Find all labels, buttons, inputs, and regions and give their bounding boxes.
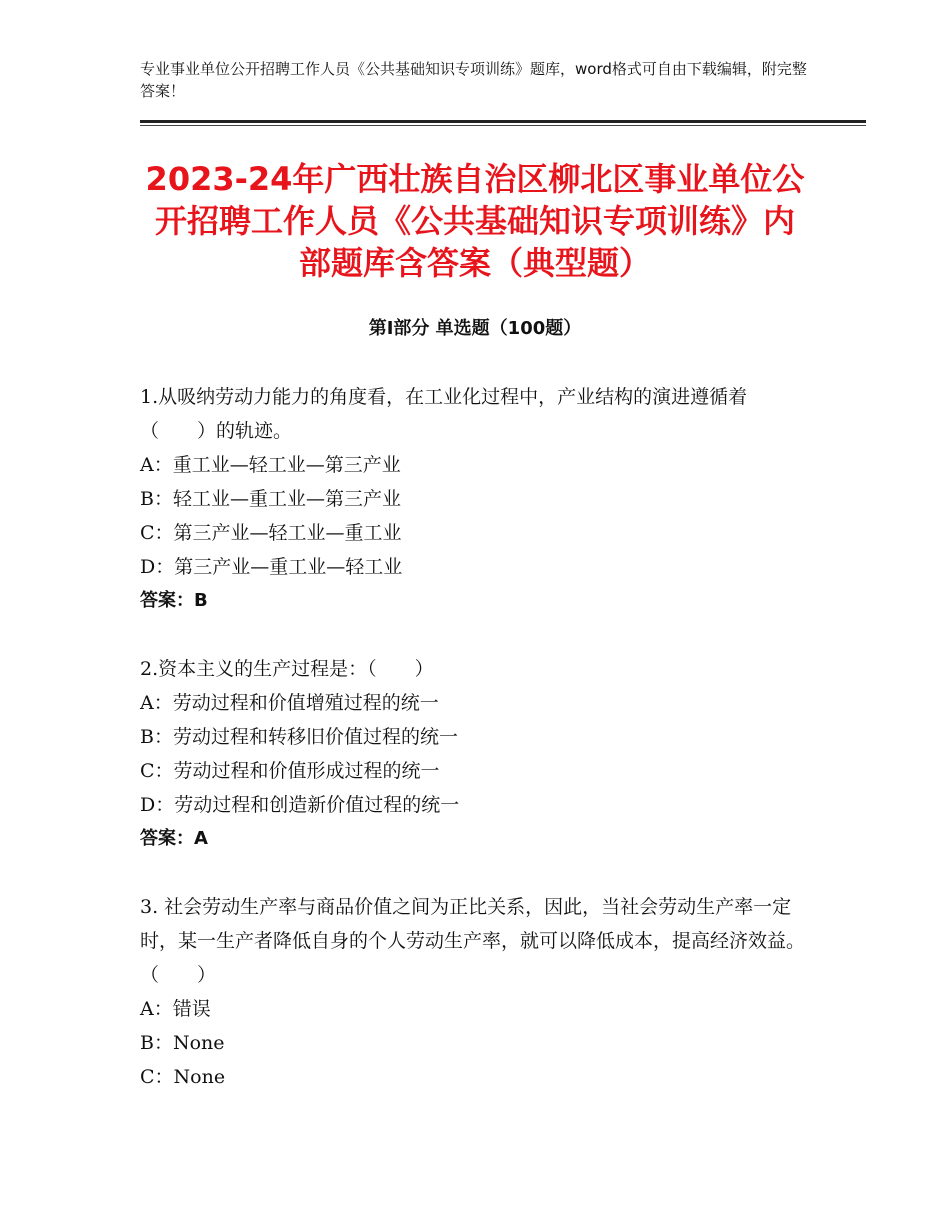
question-stem: 3. 社会劳动生产率与商品价值之间为正比关系，因此，当社会劳动生产率一定时，某一生产者降低自身的个人劳动生产率，就可以降低成本，提高经济效益。（ ） [140, 896, 806, 986]
option-b: B：劳动过程和转移旧价值过程的统一 [140, 726, 458, 748]
option-a: A：劳动过程和价值增殖过程的统一 [140, 692, 439, 714]
option-d: D：第三产业—重工业—轻工业 [140, 556, 403, 578]
option-b: B：None [140, 1032, 225, 1054]
header-divider-thin [140, 125, 866, 126]
question-3 [140, 890, 810, 1094]
option-d: D：劳动过程和创造新价值过程的统一 [140, 794, 460, 816]
question-list [140, 380, 810, 1094]
header-divider-thick [140, 120, 866, 123]
option-a: A：错误 [140, 998, 211, 1020]
header-note: 专业事业单位公开招聘工作人员《公共基础知识专项训练》题库，word格式可自由下载编辑，附完整答案！ [140, 60, 807, 100]
question-stem: 1.从吸纳劳动力能力的角度看，在工业化过程中，产业结构的演进遵循着（ ）的轨迹。 [140, 386, 748, 442]
option-c: C：劳动过程和价值形成过程的统一 [140, 760, 440, 782]
question-1 [140, 380, 810, 618]
document-title: 2023-24年广西壮族自治区柳北区事业单位公开招聘工作人员《公共基础知识专项训练》内部题库含答案（典型题） [145, 160, 805, 282]
question-spacer [140, 618, 810, 652]
option-a: A：重工业—轻工业—第三产业 [140, 454, 401, 476]
question-spacer [140, 856, 810, 890]
question-stem: 2.资本主义的生产过程是：（ ） [140, 658, 434, 680]
option-b: B：轻工业—重工业—第三产业 [140, 488, 401, 510]
option-c: C：第三产业—轻工业—重工业 [140, 522, 402, 544]
section-title: 第Ⅰ部分 单选题（100题） [368, 318, 582, 339]
answer: 答案：B [140, 590, 208, 611]
option-c: C：None [140, 1066, 226, 1088]
question-2 [140, 652, 810, 856]
answer: 答案：A [140, 828, 208, 849]
